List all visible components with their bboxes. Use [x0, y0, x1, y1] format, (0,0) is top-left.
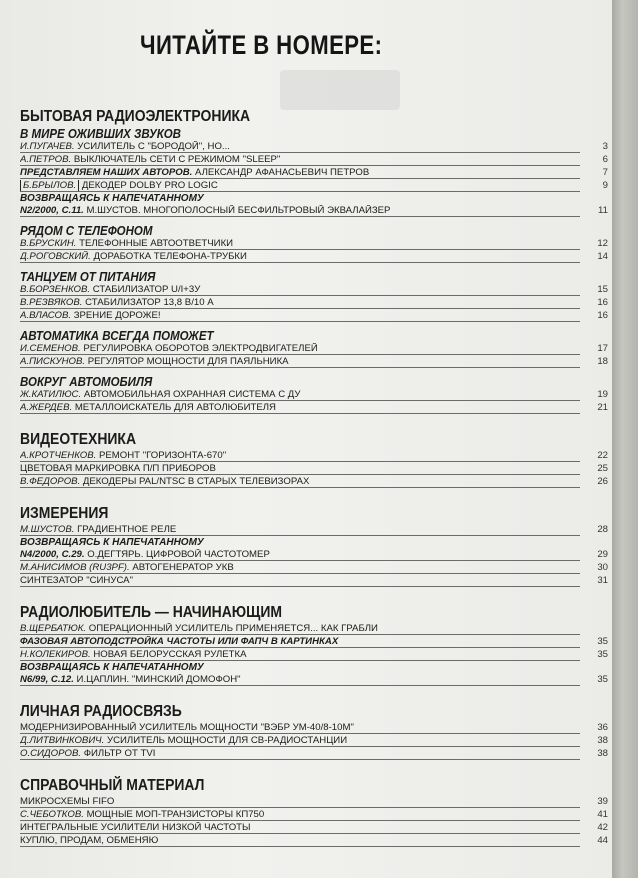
contents-item[interactable]: МОДЕРНИЗИРОВАННЫЙ УСИЛИТЕЛЬ МОЩНОСТИ "ВЭБР УМ-40/8-10М" 36 — [20, 722, 608, 733]
contents-item[interactable]: И.ПУГАЧЕВ. УСИЛИТЕЛЬ С "БОРОДОЙ", НО... 3 — [20, 141, 608, 152]
page-number: 38 — [597, 735, 608, 746]
page-number: 41 — [597, 809, 608, 820]
contents-item[interactable]: А.ЖЕРДЕВ. МЕТАЛЛОИСКАТЕЛЬ ДЛЯ АВТОЛЮБИТЕЛЯ 21 — [20, 402, 608, 413]
page-number: 30 — [597, 562, 608, 573]
contents-list — [20, 108, 608, 848]
contents-item[interactable]: В.ФЕДОРОВ. ДЕКОДЕРЫ PAL/NTSC В СТАРЫХ ТЕЛЕВИЗОРАХ 26 — [20, 476, 608, 487]
page-edge — [612, 0, 638, 878]
page-number: 42 — [597, 822, 608, 833]
page-number: 14 — [597, 251, 608, 262]
contents-item[interactable]: И.СЕМЕНОВ. РЕГУЛИРОВКА ОБОРОТОВ ЭЛЕКТРОДВИГАТЕЛЕЙ 17 — [20, 343, 608, 354]
contents-item[interactable]: А.ВЛАСОВ. ЗРЕНИЕ ДОРОЖЕ! 16 — [20, 310, 608, 321]
page-number: 35 — [597, 649, 608, 660]
group-heading: ВОКРУГ АВТОМОБИЛЯ — [20, 375, 153, 389]
page-number: 19 — [597, 389, 608, 400]
revisit-heading: ВОЗВРАЩАЯСЬ К НАПЕЧАТАННОМУ — [20, 193, 204, 204]
section-title: РАДИОЛЮБИТЕЛЬ — НАЧИНАЮЩИМ — [20, 604, 283, 621]
contents-item[interactable]: А.КРОТЧЕНКОВ. РЕМОНТ "ГОРИЗОНТА-670" 22 — [20, 450, 608, 461]
page-number: 12 — [597, 238, 608, 249]
page-number: 25 — [597, 463, 608, 474]
page-number: 17 — [597, 343, 608, 354]
contents-item[interactable]: Ж.КАТИЛЮС. АВТОМОБИЛЬНАЯ ОХРАННАЯ СИСТЕМА С ДУ 19 — [20, 389, 608, 400]
page-number: 38 — [597, 748, 608, 759]
contents-item[interactable]: С.ЧЕБОТКОВ. МОЩНЫЕ МОП-ТРАНЗИСТОРЫ КП750 41 — [20, 809, 608, 820]
page-title: ЧИТАЙТЕ В НОМЕРЕ: — [140, 30, 383, 60]
page-number: 16 — [597, 310, 608, 321]
group-heading: РЯДОМ С ТЕЛЕФОНОМ — [20, 224, 153, 238]
revisit-heading: ВОЗВРАЩАЯСЬ К НАПЕЧАТАННОМУ — [20, 662, 204, 673]
section-title: ВИДЕОТЕХНИКА — [20, 431, 137, 448]
page-number: 11 — [598, 205, 608, 216]
contents-item[interactable]: М.ШУСТОВ. ГРАДИЕНТНОЕ РЕЛЕ 28 — [20, 524, 608, 535]
page-number: 21 — [597, 402, 608, 413]
page-number: 39 — [597, 796, 608, 807]
page-number: 44 — [597, 835, 608, 846]
contents-item[interactable]: МИКРОСХЕМЫ FIFO 39 — [20, 796, 608, 807]
page-number: 35 — [597, 636, 608, 647]
section-title: СПРАВОЧНЫЙ МАТЕРИАЛ — [20, 777, 205, 794]
contents-item[interactable]: Б.БРЫЛОВ. ДЕКОДЕР DOLBY PRO LOGIC 9 — [20, 180, 608, 193]
page-number: 28 — [597, 524, 608, 535]
page-number: 22 — [597, 450, 608, 461]
page-number: 18 — [597, 356, 608, 367]
contents-item[interactable]: ИНТЕГРАЛЬНЫЕ УСИЛИТЕЛИ НИЗКОЙ ЧАСТОТЫ 42 — [20, 822, 608, 833]
contents-item[interactable]: Н.КОЛЕКИРОВ. НОВАЯ БЕЛОРУССКАЯ РУЛЕТКА 35 — [20, 649, 608, 660]
contents-item[interactable]: О.СИДОРОВ. ФИЛЬТР ОТ TVI 38 — [20, 748, 608, 759]
contents-item[interactable]: ПРЕДСТАВЛЯЕМ НАШИХ АВТОРОВ. АЛЕКСАНДР АФАНАСЬЕВИЧ ПЕТРОВ 7 — [20, 167, 608, 178]
contents-item[interactable]: В.БОРЗЕНКОВ. СТАБИЛИЗАТОР U/I+3У 15 — [20, 284, 608, 295]
contents-item[interactable]: В.ЩЕРБАТЮК. ОПЕРАЦИОННЫЙ УСИЛИТЕЛЬ ПРИМЕНЯЕТСЯ... КАК ГРАБЛИ — [20, 623, 608, 636]
contents-item[interactable]: А.ПИСКУНОВ. РЕГУЛЯТОР МОЩНОСТИ ДЛЯ ПАЯЛЬНИКА 18 — [20, 356, 608, 367]
section-title: ЛИЧНАЯ РАДИОСВЯЗЬ — [20, 703, 182, 720]
page-number: 16 — [597, 297, 608, 308]
page-number: 36 — [597, 722, 608, 733]
page-number: 31 — [597, 575, 608, 586]
contents-item[interactable]: КУПЛЮ, ПРОДАМ, ОБМЕНЯЮ 44 — [20, 835, 608, 846]
group-heading: ТАНЦУЕМ ОТ ПИТАНИЯ — [20, 270, 156, 284]
page-number: 35 — [597, 674, 608, 685]
revisit-heading: ВОЗВРАЩАЯСЬ К НАПЕЧАТАННОМУ — [20, 537, 204, 548]
contents-item[interactable]: В.РЕЗВЯКОВ. СТАБИЛИЗАТОР 13,8 В/10 А 16 — [20, 297, 608, 308]
contents-item[interactable]: Д.ЛИТВИНКОВИЧ. УСИЛИТЕЛЬ МОЩНОСТИ ДЛЯ СВ-РАДИОСТАНЦИИ 38 — [20, 735, 608, 746]
page-number: 15 — [597, 284, 608, 295]
show-through-mark — [280, 70, 400, 110]
section-title: ИЗМЕРЕНИЯ — [20, 505, 109, 522]
contents-item[interactable]: ФАЗОВАЯ АВТОПОДСТРОЙКА ЧАСТОТЫ ИЛИ ФАПЧ В КАРТИНКАХ 35 — [20, 636, 608, 647]
page-number: 6 — [602, 154, 608, 165]
contents-item[interactable]: N2/2000, С.11. М.ШУСТОВ. МНОГОПОЛОСНЫЙ БЕСФИЛЬТРОВЫЙ ЭКВАЛАЙЗЕР 11 — [20, 205, 608, 216]
contents-item[interactable]: М.АНИСИМОВ (RU3PF). АВТОГЕНЕРАТОР УКВ 30 — [20, 562, 608, 573]
highlighted-author: Б.БРЫЛОВ. — [20, 180, 79, 192]
contents-item[interactable]: N6/99, С.12. И.ЦАПЛИН. "МИНСКИЙ ДОМОФОН" 35 — [20, 674, 608, 685]
page-number: 26 — [597, 476, 608, 487]
contents-item[interactable]: В.БРУСКИН. ТЕЛЕФОННЫЕ АВТООТВЕТЧИКИ 12 — [20, 238, 608, 249]
page-number: 3 — [602, 141, 608, 152]
contents-item[interactable]: А.ПЕТРОВ. ВЫКЛЮЧАТЕЛЬ СЕТИ С РЕЖИМОМ "SLEEP" 6 — [20, 154, 608, 165]
page-number: 7 — [602, 167, 608, 178]
group-heading: АВТОМАТИКА ВСЕГДА ПОМОЖЕТ — [20, 329, 214, 343]
contents-item[interactable]: СИНТЕЗАТОР "СИНУСА" 31 — [20, 575, 608, 586]
contents-item[interactable]: N4/2000, С.29. О.ДЕГТЯРЬ. ЦИФРОВОЙ ЧАСТОТОМЕР 29 — [20, 549, 608, 560]
group-heading: В МИРЕ ОЖИВШИХ ЗВУКОВ — [20, 127, 181, 141]
section-title: БЫТОВАЯ РАДИОЭЛЕКТРОНИКА — [20, 108, 251, 125]
page-number: 9 — [602, 180, 608, 191]
contents-item[interactable]: Д.РОГОВСКИЙ. ДОРАБОТКА ТЕЛЕФОНА-ТРУБКИ 14 — [20, 251, 608, 262]
page-number: 29 — [597, 549, 608, 560]
contents-item[interactable]: ЦВЕТОВАЯ МАРКИРОВКА П/П ПРИБОРОВ 25 — [20, 463, 608, 474]
